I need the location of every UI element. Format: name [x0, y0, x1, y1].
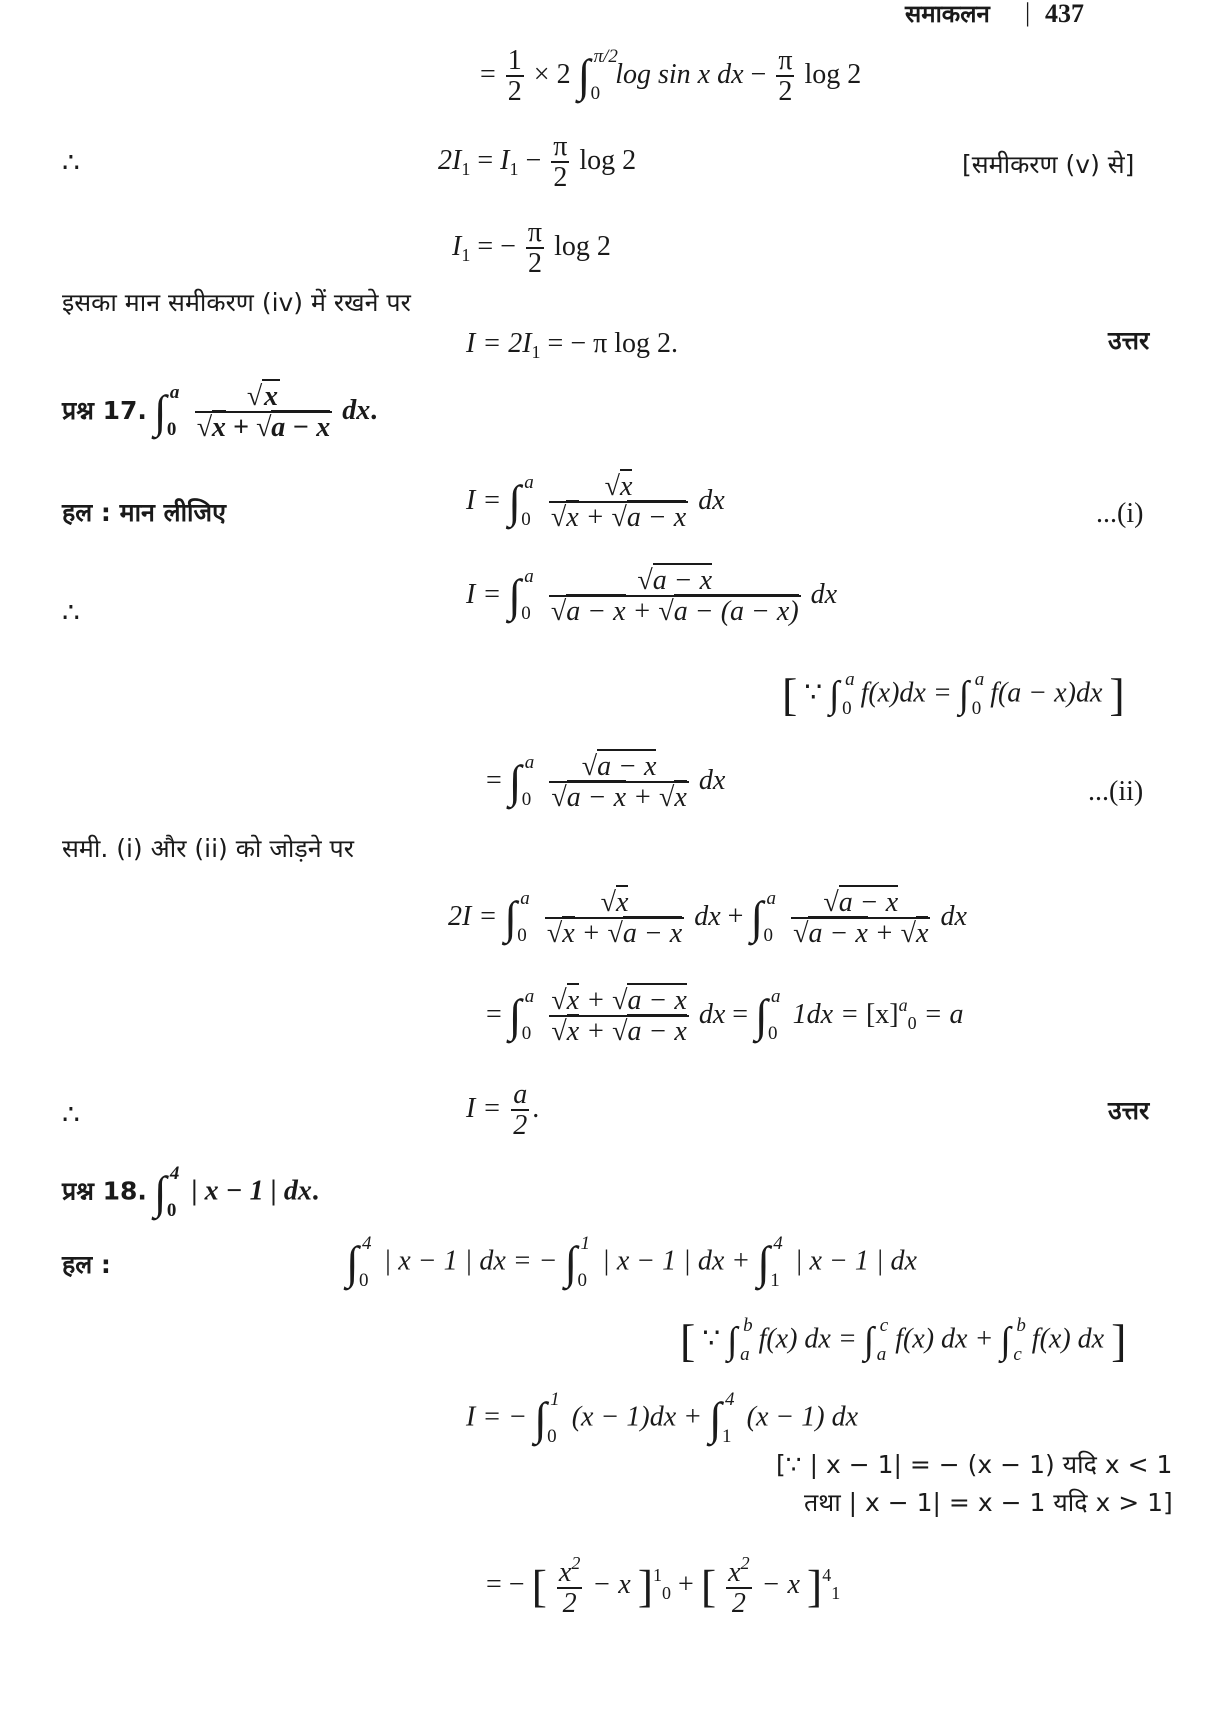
question-17: प्रश्न 17. ∫ a 0 $\frac{√x}{√x + √a - x}$ dx. [62, 381, 378, 444]
condition-line-1: [∵ | x − 1| = − (x − 1) यदि x < 1 [776, 1450, 1173, 1479]
minus-sign: − [750, 58, 767, 90]
sol17-eq3: = ∫ a 0 $\frac{√a - x}{√a - x + √x}$ dx [486, 751, 726, 814]
times-two: × 2 [533, 58, 571, 90]
therefore-symbol: ∴ [62, 148, 80, 179]
integrand-log-sin: log sin x dx [615, 58, 744, 90]
fraction-pi-half: $\frac{\pi}{2}$ [778, 45, 793, 108]
answer-label-1: उत्तर [1108, 326, 1150, 355]
sol17-eq1: I = ∫ a 0 $\frac{√x}{√x + √a - x}$ dx [466, 471, 725, 534]
sol18-eq1: ∫ 4 0 | x − 1 | dx = − ∫ 1 0 | x − 1 | dx + ∫ 4 1 | x − 1 | dx [346, 1233, 917, 1291]
therefore-symbol-3: ∴ [62, 1100, 80, 1131]
substitution-text: इसका मान समीकरण (iv) में रखने पर [62, 288, 411, 317]
log-two: log 2 [804, 58, 862, 90]
tag-ii: ...(ii) [1088, 776, 1144, 807]
adding-text: समी. (i) और (ii) को जोड़ने पर [62, 834, 354, 863]
question-18: प्रश्न 18. ∫ 4 0 | x − 1 | dx. [62, 1163, 319, 1221]
page-number: 437 [1045, 0, 1084, 28]
fraction-half: $\frac{1}{2}$ [507, 45, 522, 108]
integral-sign: ∫ π/2 0 [577, 46, 618, 105]
answer-label-2: उत्तर [1108, 1096, 1150, 1125]
sol17-eq4: 2I = ∫ a 0 $\frac{√x}{√x + √a - x}$ dx + ∫ a 0 $\frac{√a - x}{√a - x + √x}$ dx [448, 887, 967, 950]
equals-sign: = [480, 58, 496, 90]
solution-18-intro: हल : [62, 1250, 111, 1279]
tag-i: ...(i) [1096, 498, 1144, 529]
equation-line-2: $2I_1 = I_1$ − $\frac{\pi}{2}$ log 2 [438, 131, 637, 194]
equation-line-1 [480, 46, 861, 107]
final-result-line: $I = 2I_1$ = − π log 2. [466, 328, 679, 362]
solution-17-intro: हल : मान लीजिए [62, 498, 226, 527]
sol18-eq2: I = − ∫ 1 0 (x − 1)dx + ∫ 4 1 (x − 1) dx [466, 1389, 859, 1447]
sol18-eq3: = − [ $\frac{x^2}{2}$ − x ]$^1_0$ + [ $\frac{x^2}{2}$ − x ]$^4_1$ [486, 1553, 841, 1620]
condition-line-2: तथा | x − 1| = x − 1 यदि x > 1] [804, 1488, 1173, 1517]
equation-reference: [समीकरण (v) से] [962, 150, 1135, 179]
equation-line-3: $I_1$ = − $\frac{\pi}{2}$ log 2 [452, 217, 611, 280]
sol17-result: I = $\frac{a}{2}$ . [466, 1079, 540, 1142]
additivity-property: [ ∵ ∫ b a f(x) dx = ∫ c a f(x) dx + ∫ b c f(x) dx ] [680, 1315, 1127, 1366]
sol17-eq2: I = ∫ a 0 $\frac{√a - x}{√a - x + √a - (a - x)}$ dx [466, 565, 838, 628]
header-separator: | [1025, 0, 1031, 27]
sol17-eq5: = ∫ a 0 $\frac{√x + √a - x}{√x + √a - x}$ dx = ∫ a 0 $1dx = [x]^a_0 = a$ [486, 985, 964, 1048]
therefore-symbol-2: ∴ [62, 598, 80, 629]
property-bracket: [ ∵ ∫ a 0 f(x)dx = ∫ a 0 f(a − x)dx ] [782, 669, 1125, 720]
running-header-title: समाकलन [905, 0, 990, 28]
